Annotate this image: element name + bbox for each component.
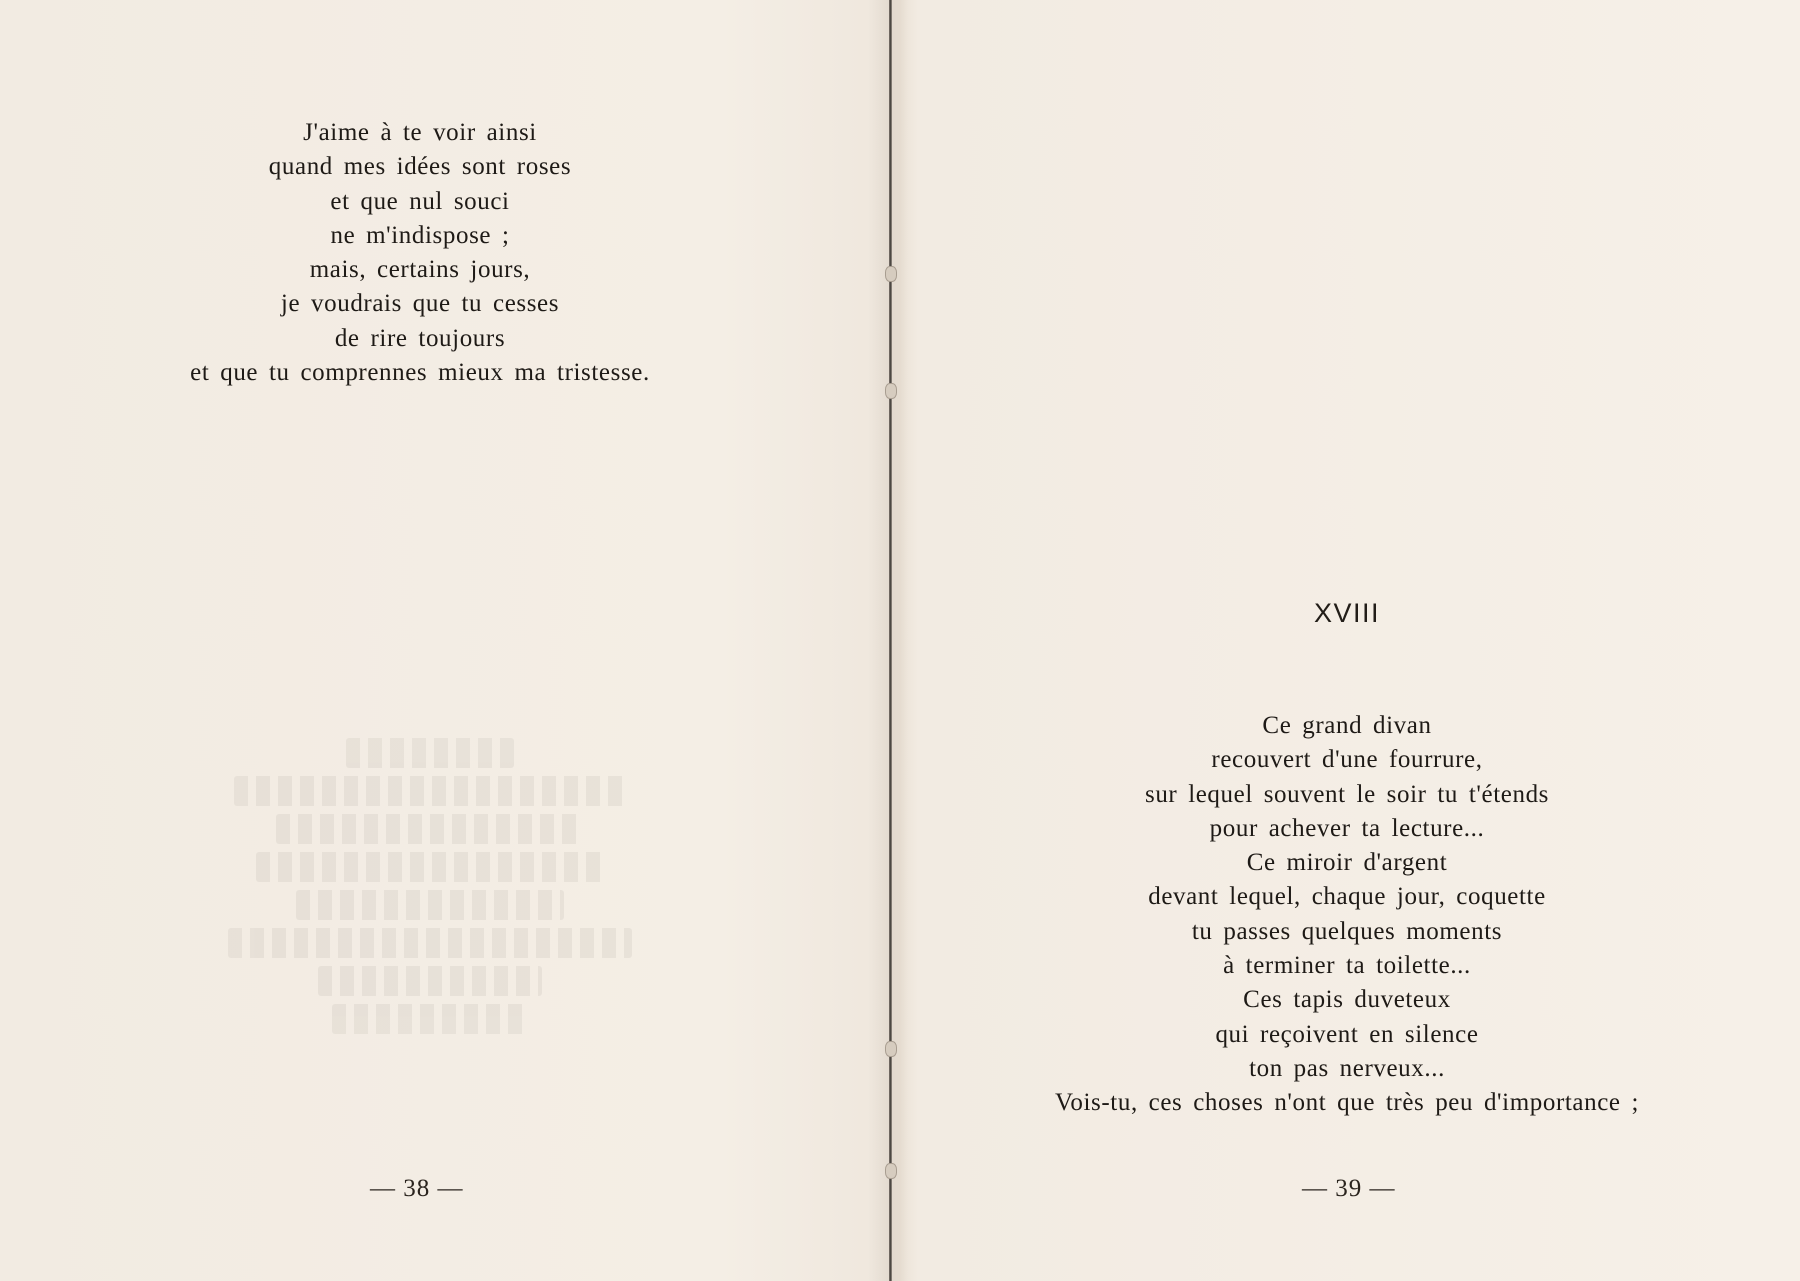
poem-line: mais, certains jours, <box>309 256 531 284</box>
poem-line: Ce grand divan <box>1262 712 1432 739</box>
poem-line: à terminer ta toilette... <box>1223 952 1471 980</box>
poem-line: J'aime à te voir ainsi <box>303 119 537 146</box>
poem-line: ton pas nerveux... <box>1249 1054 1445 1082</box>
poem-line: recouvert d'une fourrure, <box>1211 746 1483 774</box>
poem-line: qui reçoivent en silence <box>1215 1020 1479 1048</box>
left-page <box>0 0 890 1281</box>
poem-line: pour achever ta lecture... <box>1209 814 1485 842</box>
poem-line: je voudrais que tu cesses <box>280 290 560 318</box>
poem-line: devant lequel, chaque jour, coquette <box>1148 883 1546 911</box>
right-poem <box>894 709 1800 1121</box>
poem-line: et que nul souci <box>330 187 510 215</box>
poem-line: de rire toujours <box>334 324 506 352</box>
poem-line: Ces tapis duveteux <box>1243 986 1451 1014</box>
poem-line: ne m'indispose ; <box>330 221 510 249</box>
page-number: — 39 — <box>1302 1175 1396 1202</box>
poem-line: quand mes idées sont roses <box>268 153 572 181</box>
show-through-text <box>150 730 710 1110</box>
poem-line: sur lequel souvent le soir tu t'étends <box>1144 780 1549 808</box>
poem-line: Ce miroir d'argent <box>1246 849 1448 877</box>
poem-line: et que tu comprennes mieux ma tristesse. <box>190 359 650 387</box>
poem-line: tu passes quelques moments <box>1191 917 1503 945</box>
section-heading: XVIII <box>1313 598 1381 628</box>
right-page <box>894 0 1800 1281</box>
page-number: — 38 — <box>370 1175 464 1202</box>
left-poem <box>120 116 720 390</box>
poem-line: Vois-tu, ces choses n'ont que très peu d'importance ; <box>1054 1089 1640 1117</box>
